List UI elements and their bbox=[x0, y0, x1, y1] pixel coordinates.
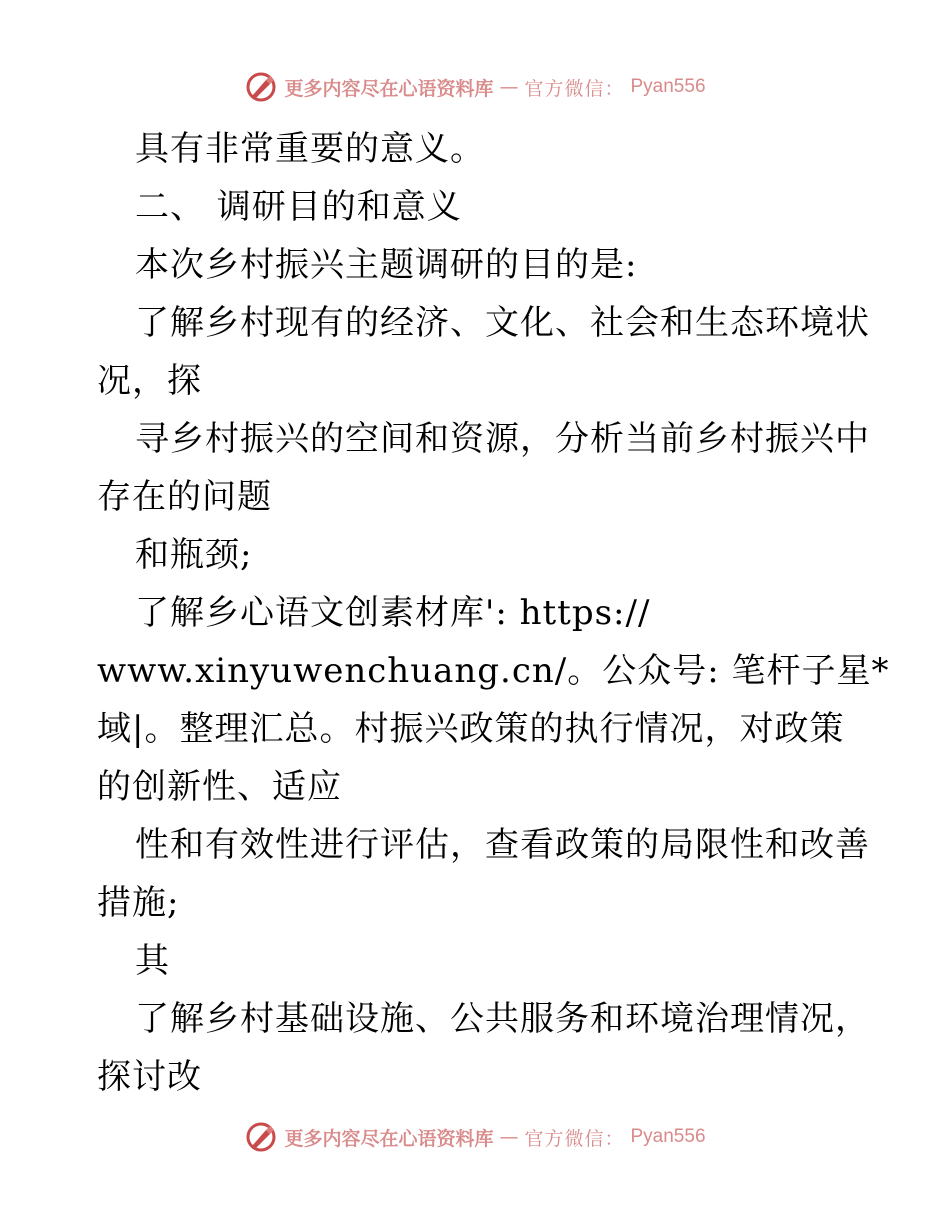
pen-logo-icon bbox=[244, 70, 278, 104]
watermark-wechat-label: 官方微信： bbox=[524, 1127, 625, 1150]
body-text bbox=[97, 120, 890, 1106]
watermark-site-text: 更多内容尽在心语资料库 bbox=[284, 77, 494, 100]
text-line: 了解乡村现有的经济、文化、社会和生态环境状 bbox=[135, 303, 870, 343]
watermark-wechat-label: 官方微信： bbox=[524, 77, 625, 100]
watermark-wechat-id: Pyan556 bbox=[630, 76, 706, 97]
text-line: 具有非常重要的意义。 bbox=[135, 129, 485, 169]
text-line: 其 bbox=[135, 941, 170, 981]
section-heading: 二、 调研目的和意义 bbox=[135, 187, 462, 227]
text-line: 域|。整理汇总。村振兴政策的执行情况，对政策 bbox=[97, 709, 845, 749]
watermark-wechat-id: Pyan556 bbox=[630, 1126, 706, 1147]
watermark-dash: — bbox=[499, 1126, 519, 1148]
text-line: 性和有效性进行评估，查看政策的局限性和改善 bbox=[135, 825, 870, 865]
watermark-header bbox=[0, 70, 950, 110]
text-line-url: www.xinyuwenchuang.cn/。公众号: 笔杆子星* bbox=[97, 651, 890, 691]
text-line: 寻乡村振兴的空间和资源，分析当前乡村振兴中 bbox=[135, 419, 870, 459]
watermark-footer bbox=[0, 1120, 950, 1160]
watermark-dash: — bbox=[499, 76, 519, 98]
text-line: 本次乡村振兴主题调研的目的是: bbox=[135, 245, 638, 285]
text-line: 况，探 bbox=[97, 361, 202, 401]
text-line: 和瓶颈; bbox=[135, 535, 253, 575]
text-line: 存在的问题 bbox=[97, 477, 272, 517]
text-line: 的创新性、适应 bbox=[97, 767, 342, 807]
pen-logo-icon bbox=[244, 1120, 278, 1154]
text-line: 探讨改 bbox=[97, 1057, 202, 1097]
text-line: 了解乡村基础设施、公共服务和环境治理情况， bbox=[135, 999, 870, 1039]
text-line: 了解乡心语文创素材库': https:// bbox=[135, 593, 651, 633]
text-line: 措施; bbox=[97, 883, 180, 923]
watermark-site-text: 更多内容尽在心语资料库 bbox=[284, 1127, 494, 1150]
